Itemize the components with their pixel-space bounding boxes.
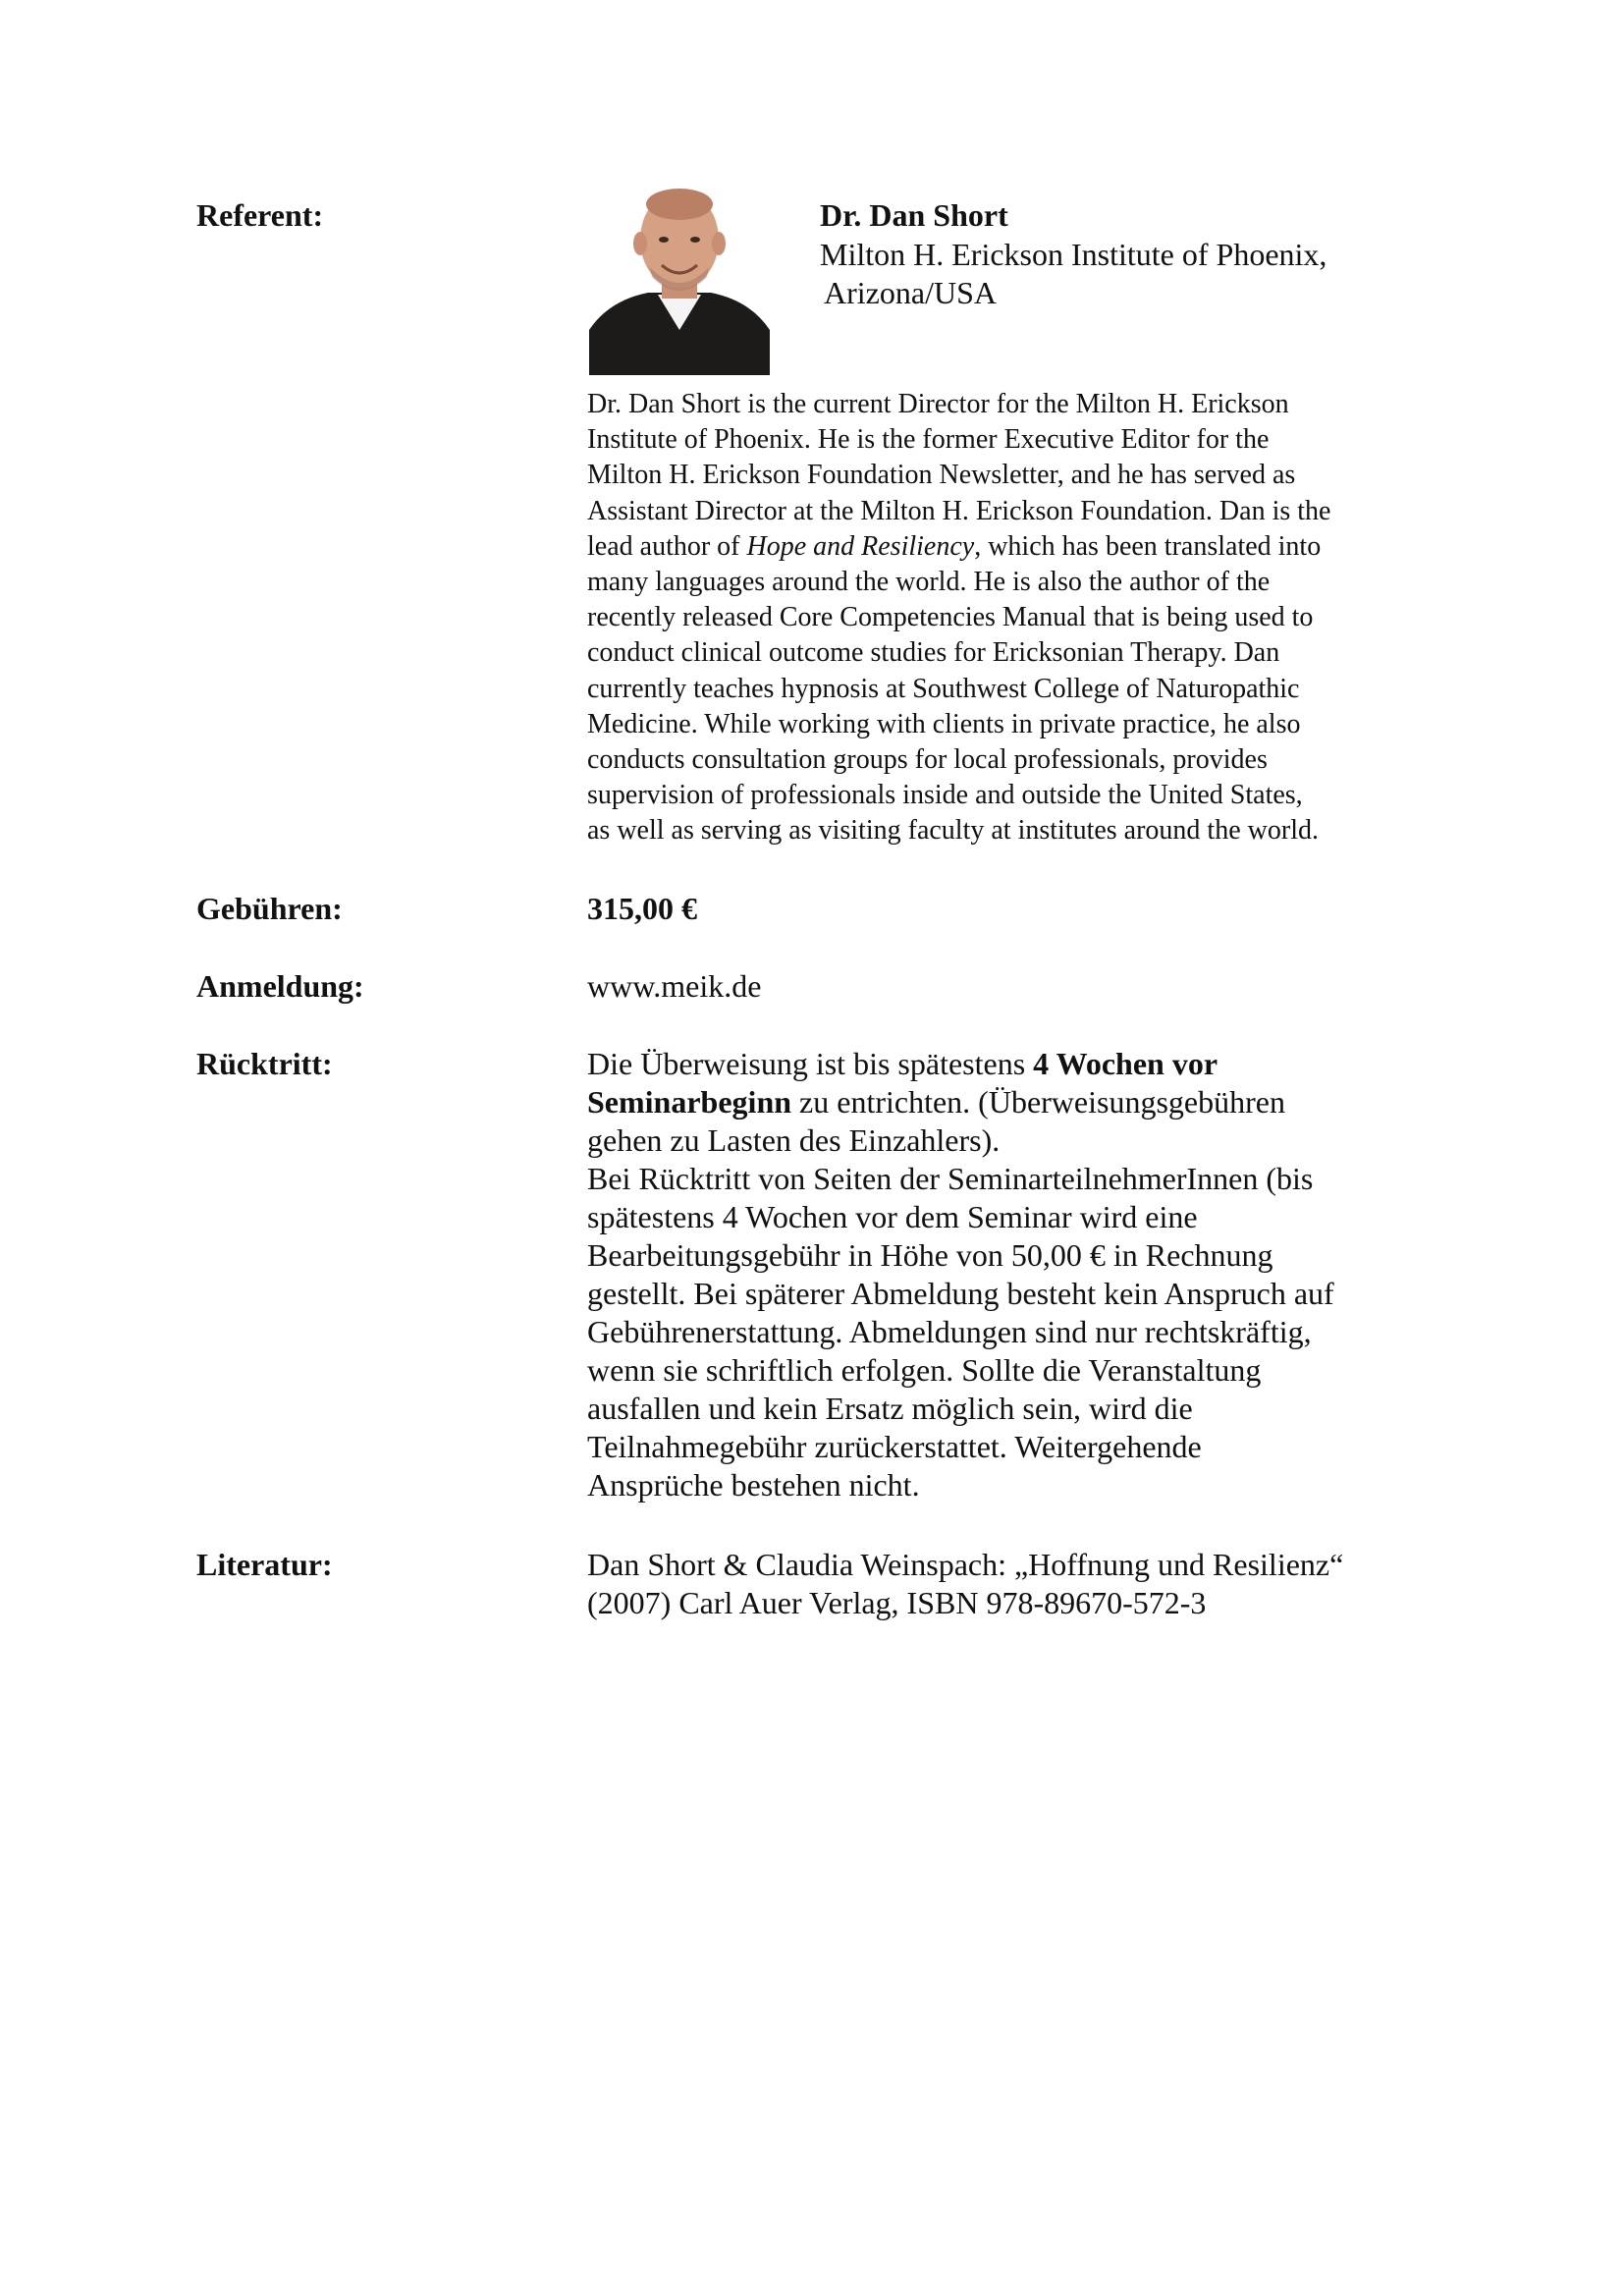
speaker-institute bbox=[820, 236, 1326, 312]
bio-line: conducts consultation groups for local professionals, provides bbox=[587, 744, 1268, 776]
literature-text bbox=[587, 1546, 1569, 1622]
bio-line: conduct clinical outcome studies for Ericksonian Therapy. Dan bbox=[587, 637, 1280, 669]
withdrawal-line: Bei Rücktritt von Seiten der SeminarteilnehmerInnen (bis bbox=[587, 1161, 1314, 1196]
withdrawal-line: spätestens 4 Wochen vor dem Seminar wird eine bbox=[587, 1199, 1198, 1234]
institute-line-2: Arizona/USA bbox=[824, 275, 997, 310]
withdrawal-line: Gebührenerstattung. Abmeldungen sind nur rechtskräftig, bbox=[587, 1314, 1312, 1349]
bio-line: Dr. Dan Short is the current Director for the Milton H. Erickson bbox=[587, 389, 1289, 419]
bio-line: recently released Core Competencies Manual that is being used to bbox=[587, 602, 1314, 633]
bio-line: Institute of Phoenix. He is the former Executive Editor for the bbox=[587, 424, 1270, 456]
withdrawal-label: Rücktritt: bbox=[196, 1046, 333, 1081]
deadline-emphasis: Seminarbeginn bbox=[587, 1084, 792, 1120]
withdrawal-line: gestellt. Bei späterer Abmeldung besteht kein Anspruch auf bbox=[587, 1276, 1334, 1311]
withdrawal-line: Teilnahmegebühr zurückerstattet. Weitergehende bbox=[587, 1429, 1202, 1464]
fees-value: 315,00 € bbox=[587, 891, 697, 926]
withdrawal-line bbox=[587, 1083, 1569, 1121]
withdrawal-line bbox=[587, 1045, 1569, 1083]
bio-line: Medicine. While working with clients in private practice, he also bbox=[587, 708, 1301, 739]
bio-line: as well as serving as visiting faculty at institutes around the world. bbox=[587, 815, 1319, 847]
withdrawal-line: gehen zu Lasten des Einzahlers). bbox=[587, 1122, 1001, 1158]
speaker-bio bbox=[587, 387, 1569, 849]
registration-label: Anmeldung: bbox=[196, 968, 364, 1004]
bio-line: Assistant Director at the Milton H. Erickson Foundation. Dan is the bbox=[587, 495, 1331, 526]
literature-label: Literatur: bbox=[196, 1547, 333, 1582]
withdrawal-line: Ansprüche bestehen nicht. bbox=[587, 1467, 920, 1503]
withdrawal-line: ausfallen und kein Ersatz möglich sein, wird die bbox=[587, 1391, 1193, 1426]
bio-text: lead author of bbox=[587, 530, 747, 562]
bio-line bbox=[587, 529, 1569, 565]
bio-line: currently teaches hypnosis at Southwest College of Naturopathic bbox=[587, 673, 1300, 704]
bio-line: supervision of professionals inside and outside the United States, bbox=[587, 780, 1303, 811]
withdrawal-text bbox=[587, 1045, 1569, 1504]
withdrawal-line: Bearbeitungsgebühr in Höhe von 50,00 € in Rechnung bbox=[587, 1237, 1273, 1273]
withdrawal-text-part: zu entrichten. (Überweisungsgebühren bbox=[791, 1084, 1285, 1120]
institute-line-1: Milton H. Erickson Institute of Phoenix, bbox=[820, 237, 1327, 272]
literature-line: Dan Short & Claudia Weinspach: „Hoffnung und Resilienz“ bbox=[587, 1547, 1344, 1582]
person-portrait-icon bbox=[589, 183, 770, 375]
bio-text: , which has been translated into bbox=[974, 530, 1322, 562]
withdrawal-text-part: Die Überweisung ist bis spätestens bbox=[587, 1046, 1034, 1081]
registration-link[interactable]: www.meik.de bbox=[587, 968, 762, 1004]
withdrawal-line: wenn sie schriftlich erfolgen. Sollte die Veranstaltung bbox=[587, 1352, 1262, 1388]
deadline-emphasis: 4 Wochen vor bbox=[1033, 1046, 1218, 1081]
book-title: Hope and Resiliency bbox=[746, 530, 975, 562]
literature-line: (2007) Carl Auer Verlag, ISBN 978-89670-572-3 bbox=[587, 1585, 1207, 1620]
bio-line: Milton H. Erickson Foundation Newsletter, and he has served as bbox=[587, 460, 1296, 491]
fees-label: Gebühren: bbox=[196, 891, 343, 926]
speaker-name: Dr. Dan Short bbox=[820, 197, 1008, 233]
referent-label: Referent: bbox=[196, 197, 324, 233]
bio-line: many languages around the world. He is also the author of the bbox=[587, 567, 1271, 598]
